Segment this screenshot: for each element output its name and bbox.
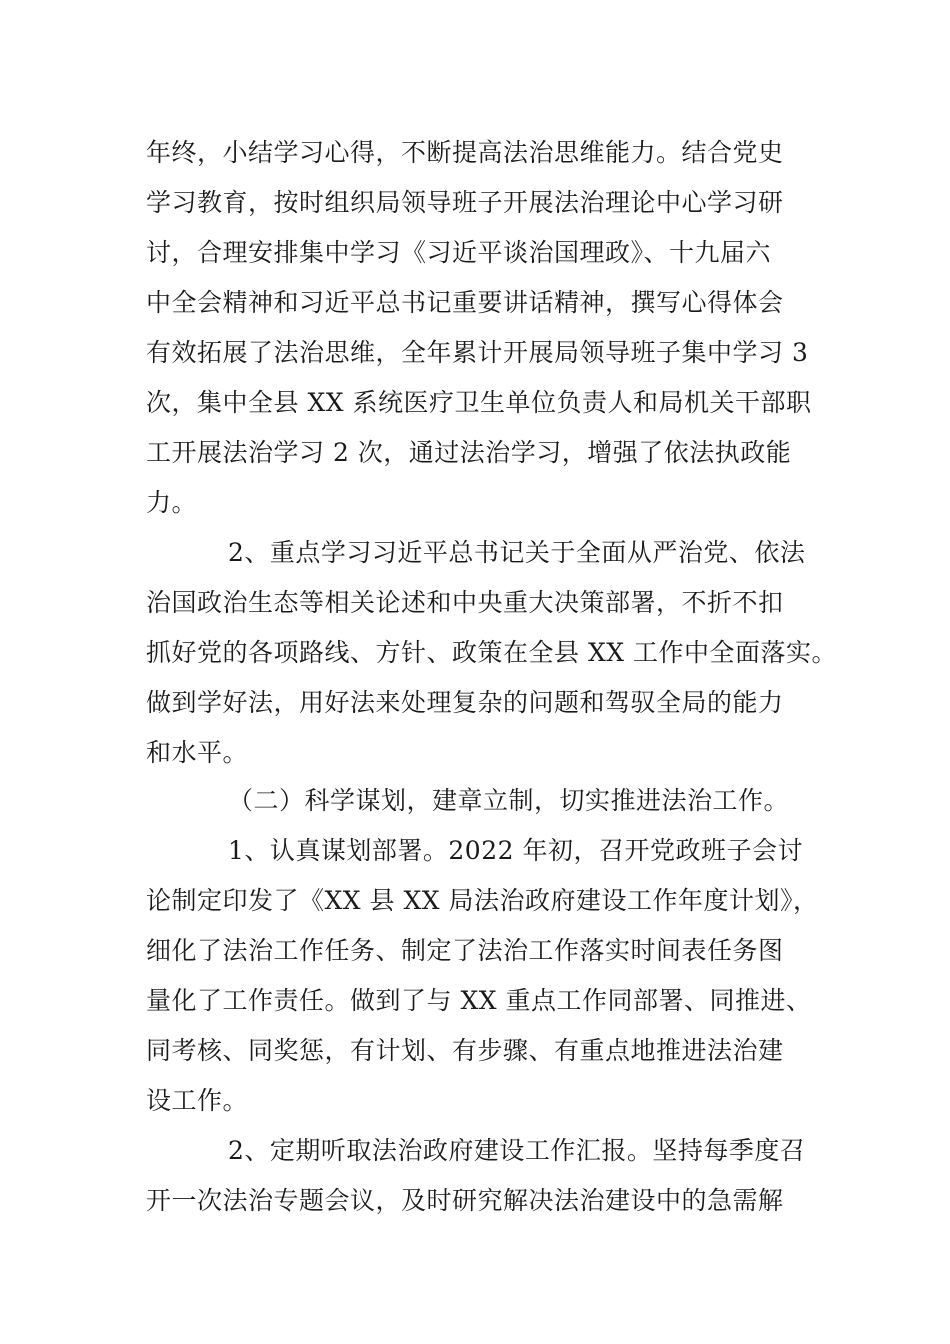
text-line: 有效拓展了法治思维，全年累计开展局领导班子集中学习 3 xyxy=(146,338,809,367)
text-line: 讨，合理安排集中学习《习近平谈治国理政》、十九届六 xyxy=(146,238,772,267)
text-line: 工开展法治学习 2 次，通过法治学习，增强了依法执政能 xyxy=(146,438,792,467)
text-line: 中全会精神和习近平总书记重要讲话精神，撰写心得体会 xyxy=(146,288,784,317)
text-line: 量化了工作责任。做到了与 XX 重点工作同部署、同推进、 xyxy=(146,986,812,1015)
text-line: 年终，小结学习心得，不断提高法治思维能力。结合党史 xyxy=(146,138,784,167)
text-line: 治国政治生态等相关论述和中央重大决策部署，不折不扣 xyxy=(146,588,784,617)
text-line: 和水平。 xyxy=(146,738,249,767)
text-line: 开一次法治专题会议，及时研究解决法治建设中的急需解 xyxy=(146,1186,784,1215)
paragraph-start-line: 2、定期听取法治政府建设工作汇报。坚持每季度召 xyxy=(228,1136,806,1165)
text-line: 论制定印发了《XX 县 XX 局法治政府建设工作年度计划》， xyxy=(146,886,819,915)
paragraph-start-line: 2、重点学习习近平总书记关于全面从严治党、依法 xyxy=(228,538,806,567)
text-line: 次，集中全县 XX 系统医疗卫生单位负责人和局机关干部职 xyxy=(146,388,812,417)
section-heading: （二）科学谋划，建章立制，切实推进法治工作。 xyxy=(228,786,790,815)
text-line: 细化了法治工作任务、制定了法治工作落实时间表任务图 xyxy=(146,936,784,965)
text-line: 抓好党的各项路线、方针、政策在全县 XX 工作中全面落实。 xyxy=(146,638,837,667)
text-line: 力。 xyxy=(146,488,198,517)
text-line: 学习教育，按时组织局领导班子开展法治理论中心学习研 xyxy=(146,188,784,217)
text-line: 设工作。 xyxy=(146,1086,249,1115)
text-line: 同考核、同奖惩，有计划、有步骤、有重点地推进法治建 xyxy=(146,1036,784,1065)
paragraph-start-line: 1、认真谋划部署。2022 年初，召开党政班子会讨 xyxy=(228,836,803,865)
text-line: 做到学好法，用好法来处理复杂的问题和驾驭全局的能力 xyxy=(146,688,784,717)
